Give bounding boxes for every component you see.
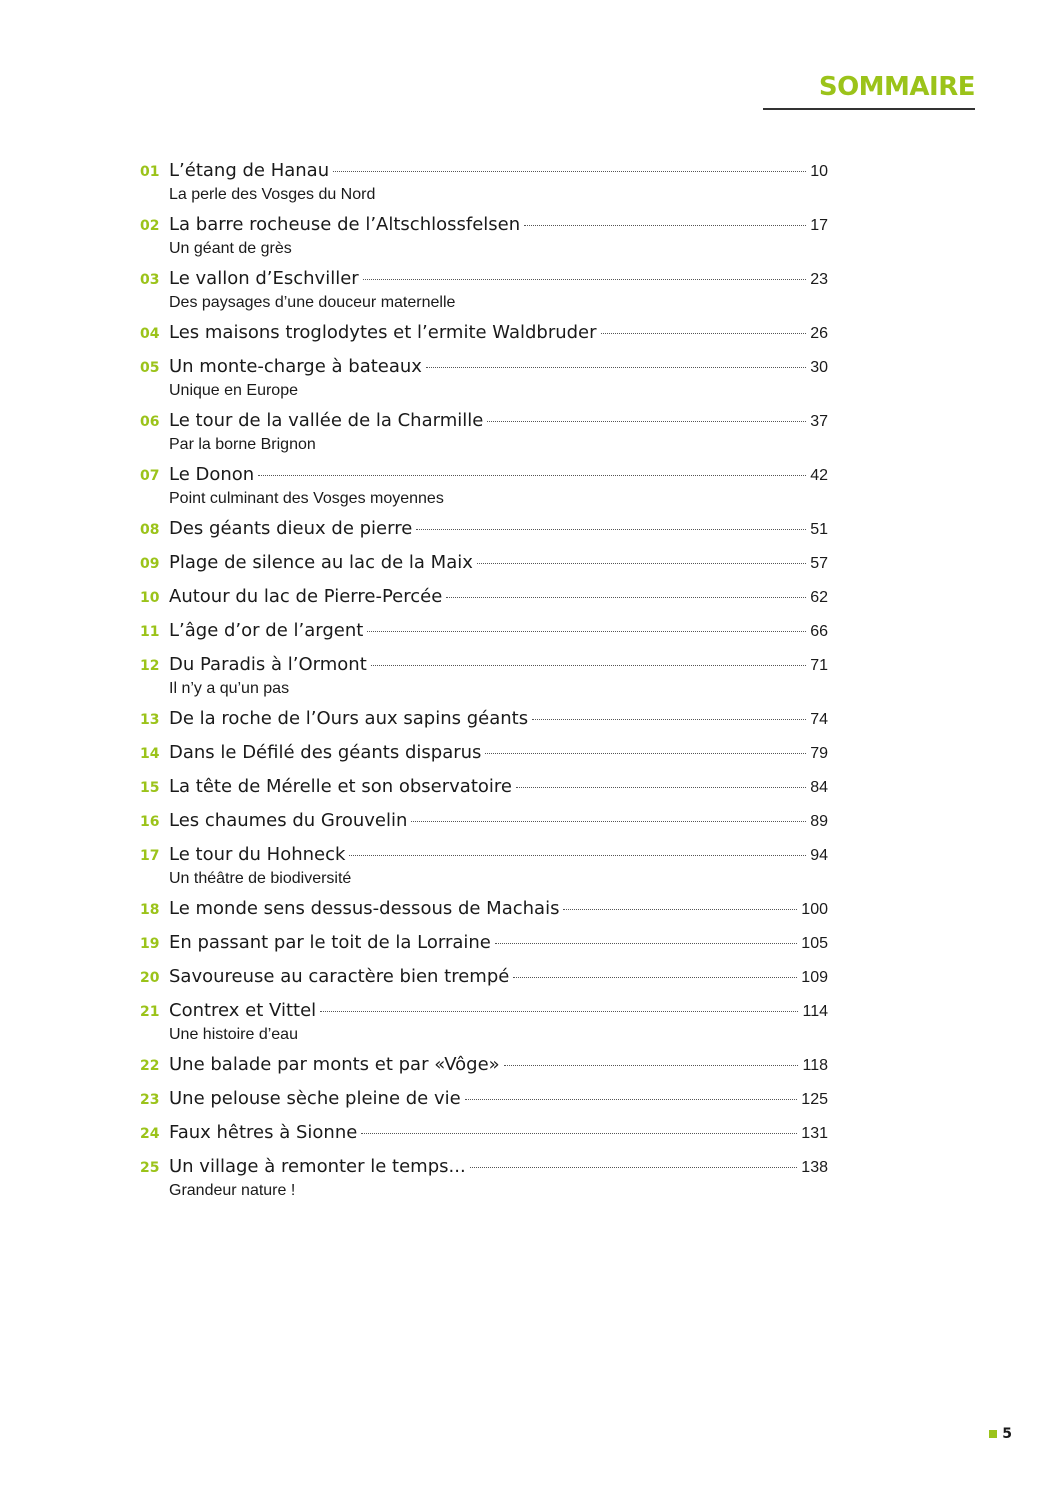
toc-entry-title: Des géants dieux de pierre xyxy=(169,518,413,539)
toc-entry-title: Le Donon xyxy=(169,464,255,485)
dot-leader xyxy=(320,1011,798,1012)
toc-entry-number: 15 xyxy=(140,780,160,796)
toc-entry-page: 114 xyxy=(802,1003,828,1020)
toc-entry-line xyxy=(140,160,828,185)
toc-entry-page: 79 xyxy=(810,745,828,762)
toc-entry-page: 74 xyxy=(810,711,828,728)
toc-entry-number: 02 xyxy=(140,218,160,234)
toc-entry-line xyxy=(140,1088,828,1113)
toc-entry-number: 03 xyxy=(140,272,160,288)
toc-entry-number: 13 xyxy=(140,712,160,728)
dot-leader xyxy=(516,787,806,788)
toc-entry xyxy=(140,620,828,645)
toc-entry-number: 16 xyxy=(140,814,160,830)
toc-entry xyxy=(140,742,828,767)
toc-entry-line xyxy=(140,654,828,679)
toc-entry-line xyxy=(140,268,828,293)
toc-entry-title: Du Paradis à l’Ormont xyxy=(169,654,367,675)
toc-entry-number: 09 xyxy=(140,556,160,572)
toc-entry-subtitle: Des paysages d’une douceur maternelle xyxy=(169,294,456,311)
toc-entry-title: De la roche de l’Ours aux sapins géants xyxy=(169,708,529,729)
dot-leader xyxy=(477,563,806,564)
dot-leader xyxy=(513,977,797,978)
toc-entry-page: 17 xyxy=(810,217,828,234)
toc-entry-number: 06 xyxy=(140,414,160,430)
toc-entry-page: 100 xyxy=(801,901,828,918)
toc-entry-page: 89 xyxy=(810,813,828,830)
toc-entry-title: Savoureuse au caractère bien trempé xyxy=(169,966,510,987)
toc-entry-line xyxy=(140,708,828,733)
toc-entry-number: 10 xyxy=(140,590,160,606)
toc-entry-subtitle: Par la borne Brignon xyxy=(169,436,316,453)
toc-entry-line xyxy=(140,586,828,611)
toc-entry-line xyxy=(140,356,828,381)
toc-entry-line xyxy=(140,776,828,801)
toc-entry-subtitle: Il n’y a qu’un pas xyxy=(169,680,290,697)
toc-entry-subtitle: Grandeur nature ! xyxy=(169,1182,296,1199)
toc-entry-number: 14 xyxy=(140,746,160,762)
toc-entry-page: 57 xyxy=(810,555,828,572)
dot-leader xyxy=(465,1099,798,1100)
dot-leader xyxy=(470,1167,798,1168)
toc-entry-number: 18 xyxy=(140,902,160,918)
toc-entry-line xyxy=(140,410,828,435)
dot-leader xyxy=(371,665,806,666)
toc-entry-line xyxy=(140,620,828,645)
dot-leader xyxy=(485,753,806,754)
toc-entry xyxy=(140,160,828,205)
toc-entry-title: Faux hêtres à Sionne xyxy=(169,1122,358,1143)
toc-entry-number: 12 xyxy=(140,658,160,674)
toc-entry-title: Dans le Défilé des géants disparus xyxy=(169,742,482,763)
toc-entry-line xyxy=(140,932,828,957)
toc-entry-title: Le tour de la vallée de la Charmille xyxy=(169,410,484,431)
toc-entry-line xyxy=(140,810,828,835)
dot-leader xyxy=(416,529,806,530)
toc-entry xyxy=(140,214,828,259)
toc-entry xyxy=(140,552,828,577)
toc-entry-page: 51 xyxy=(810,521,828,538)
toc-entry-subtitle: Unique en Europe xyxy=(169,382,298,399)
toc-entry-title: Un village à remonter le temps... xyxy=(169,1156,466,1177)
toc-entry-number: 05 xyxy=(140,360,160,376)
toc-entry-page: 71 xyxy=(810,657,828,674)
toc-entry-number: 19 xyxy=(140,936,160,952)
toc-entry xyxy=(140,1122,828,1147)
toc-entry-page: 37 xyxy=(810,413,828,430)
dot-leader xyxy=(495,943,797,944)
toc-entry-line xyxy=(140,322,828,347)
toc-entry-number: 25 xyxy=(140,1160,160,1176)
toc-entry-title: Plage de silence au lac de la Maix xyxy=(169,552,473,573)
dot-leader xyxy=(532,719,806,720)
toc-entry-line xyxy=(140,518,828,543)
toc-entry-subtitle: Point culminant des Vosges moyennes xyxy=(169,490,444,507)
toc-entry-line xyxy=(140,1156,828,1181)
toc-entry-number: 11 xyxy=(140,624,160,640)
toc-entry xyxy=(140,1156,828,1201)
toc-entry xyxy=(140,322,828,347)
toc-entry-line xyxy=(140,1000,828,1025)
toc-entry-subtitle: Un géant de grès xyxy=(169,240,292,257)
toc-entry-title: L’âge d’or de l’argent xyxy=(169,620,364,641)
toc-entry-number: 04 xyxy=(140,326,160,342)
dot-leader xyxy=(563,909,797,910)
toc-entry xyxy=(140,518,828,543)
toc-entry-title: Une pelouse sèche pleine de vie xyxy=(169,1088,461,1109)
toc-entry-subtitle: Un théâtre de biodiversité xyxy=(169,870,352,887)
toc-entry-title: La tête de Mérelle et son observatoire xyxy=(169,776,512,797)
toc-entry-page: 62 xyxy=(810,589,828,606)
toc-entry xyxy=(140,654,828,699)
toc-entry xyxy=(140,966,828,991)
toc-entry xyxy=(140,1088,828,1113)
page-footer xyxy=(989,1426,1012,1442)
toc-entry-page: 109 xyxy=(801,969,828,986)
dot-leader xyxy=(361,1133,797,1134)
toc-entry xyxy=(140,776,828,801)
toc-entry-page: 10 xyxy=(810,163,828,180)
toc-entry-line xyxy=(140,1122,828,1147)
dot-leader xyxy=(258,475,806,476)
toc-entry-title: Le tour du Hohneck xyxy=(169,844,346,865)
toc-entry-line xyxy=(140,844,828,869)
toc-entry xyxy=(140,586,828,611)
table-of-contents xyxy=(140,160,828,1210)
toc-entry-page: 23 xyxy=(810,271,828,288)
toc-entry-number: 21 xyxy=(140,1004,160,1020)
toc-entry-page: 125 xyxy=(801,1091,828,1108)
toc-entry-line xyxy=(140,898,828,923)
toc-entry-page: 30 xyxy=(810,359,828,376)
toc-entry-number: 01 xyxy=(140,164,160,180)
toc-entry-title: En passant par le toit de la Lorraine xyxy=(169,932,491,953)
toc-entry-line xyxy=(140,742,828,767)
page-header xyxy=(763,72,975,110)
toc-entry xyxy=(140,932,828,957)
toc-entry-subtitle: Une histoire d’eau xyxy=(169,1026,298,1043)
dot-leader xyxy=(363,279,807,280)
toc-entry xyxy=(140,898,828,923)
toc-entry xyxy=(140,708,828,733)
dot-leader xyxy=(601,333,807,334)
toc-entry-page: 66 xyxy=(810,623,828,640)
header-rule xyxy=(763,108,975,110)
toc-entry-title: Autour du lac de Pierre-Percée xyxy=(169,586,443,607)
toc-entry-number: 24 xyxy=(140,1126,160,1142)
page-marker-square xyxy=(989,1430,997,1438)
toc-entry xyxy=(140,268,828,313)
toc-entry-number: 17 xyxy=(140,848,160,864)
toc-entry xyxy=(140,1000,828,1045)
toc-entry-page: 105 xyxy=(801,935,828,952)
toc-entry-line xyxy=(140,1054,828,1079)
toc-entry-subtitle: La perle des Vosges du Nord xyxy=(169,186,376,203)
dot-leader xyxy=(367,631,806,632)
toc-entry-page: 84 xyxy=(810,779,828,796)
toc-entry-title: Le vallon d’Eschviller xyxy=(169,268,359,289)
toc-entry-title: L’étang de Hanau xyxy=(169,160,330,181)
toc-entry-line xyxy=(140,464,828,489)
toc-entry-page: 138 xyxy=(801,1159,828,1176)
toc-entry-line xyxy=(140,966,828,991)
toc-entry-line xyxy=(140,552,828,577)
dot-leader xyxy=(349,855,806,856)
dot-leader xyxy=(504,1065,799,1066)
toc-entry xyxy=(140,1054,828,1079)
dot-leader xyxy=(446,597,806,598)
toc-entry-title: Un monte-charge à bateaux xyxy=(169,356,422,377)
toc-entry-number: 22 xyxy=(140,1058,160,1074)
toc-entry-page: 131 xyxy=(801,1125,828,1142)
dot-leader xyxy=(524,225,806,226)
toc-entry xyxy=(140,464,828,509)
toc-entry xyxy=(140,356,828,401)
toc-entry-title: Une balade par monts et par «Vôge» xyxy=(169,1054,500,1075)
toc-entry xyxy=(140,810,828,835)
toc-entry-title: Le monde sens dessus-dessous de Machais xyxy=(169,898,560,919)
toc-entry-number: 08 xyxy=(140,522,160,538)
toc-entry-page: 26 xyxy=(810,325,828,342)
toc-entry-title: Contrex et Vittel xyxy=(169,1000,317,1021)
toc-entry-page: 94 xyxy=(810,847,828,864)
page-title: SOMMAIRE xyxy=(818,72,975,102)
dot-leader xyxy=(333,171,806,172)
toc-entry-number: 20 xyxy=(140,970,160,986)
toc-entry-page: 118 xyxy=(802,1057,828,1074)
toc-entry-title: Les maisons troglodytes et l’ermite Waldbruder xyxy=(169,322,597,343)
dot-leader xyxy=(411,821,806,822)
toc-entry-line xyxy=(140,214,828,239)
dot-leader xyxy=(487,421,806,422)
toc-entry-number: 23 xyxy=(140,1092,160,1108)
toc-entry xyxy=(140,844,828,889)
dot-leader xyxy=(426,367,806,368)
toc-entry-title: Les chaumes du Grouvelin xyxy=(169,810,408,831)
toc-entry-number: 07 xyxy=(140,468,160,484)
toc-entry-title: La barre rocheuse de l’Altschlossfelsen xyxy=(169,214,521,235)
toc-entry-page: 42 xyxy=(810,467,828,484)
page-number: 5 xyxy=(1002,1426,1012,1442)
toc-entry xyxy=(140,410,828,455)
